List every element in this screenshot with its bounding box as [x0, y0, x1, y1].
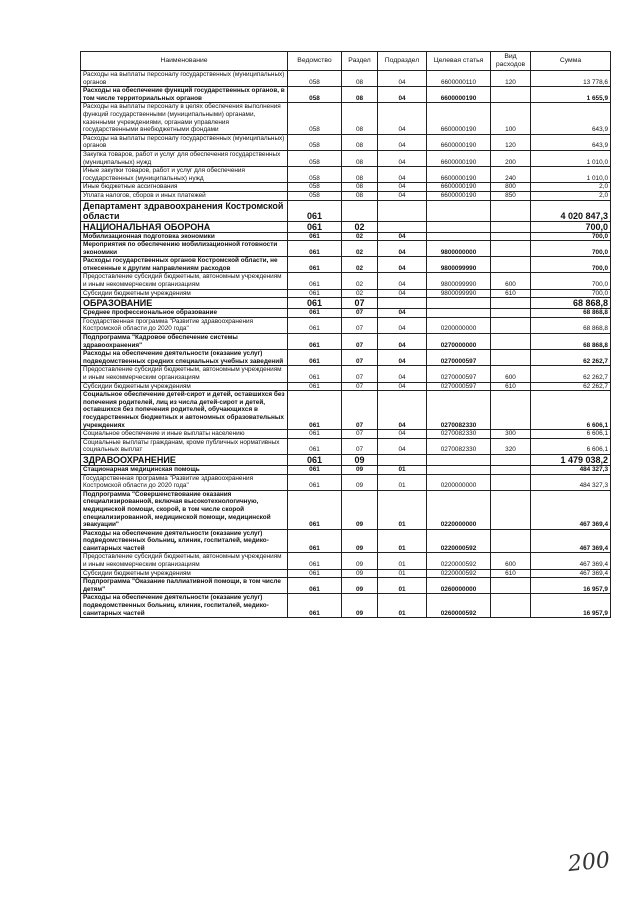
amount-cell: 68 868,8	[531, 309, 611, 318]
expense-type-cell	[491, 317, 531, 333]
department-cell: 058	[288, 87, 342, 103]
amount-cell: 1 010,0	[531, 167, 611, 183]
department-cell: 061	[288, 289, 342, 298]
table-row	[81, 309, 611, 318]
subsection-cell: 04	[378, 309, 427, 318]
department-cell: 061	[288, 594, 342, 618]
name-cell: Подпрограмма "Оказание паллиативной помощи, в том числе детям"	[81, 578, 288, 594]
table-row	[81, 594, 611, 618]
target-article-cell	[427, 309, 491, 318]
table-row	[81, 569, 611, 578]
department-cell: 061	[288, 465, 342, 474]
header-subsection: Подраздел	[378, 52, 427, 71]
target-article-cell	[427, 298, 491, 309]
target-article-cell: 6600000190	[427, 183, 491, 192]
target-article-cell: 6600000190	[427, 191, 491, 200]
subsection-cell	[378, 221, 427, 232]
table-row	[81, 221, 611, 232]
name-cell: Расходы на выплаты персоналу государственных (муниципальных) органов	[81, 134, 288, 150]
section-cell: 07	[342, 317, 378, 333]
table-row	[81, 191, 611, 200]
amount-cell: 68 868,8	[531, 317, 611, 333]
target-article-cell	[427, 454, 491, 465]
name-cell: Стационарная медицинская помощь	[81, 465, 288, 474]
subsection-cell: 04	[378, 241, 427, 257]
target-article-cell: 0260000592	[427, 594, 491, 618]
department-cell: 061	[288, 454, 342, 465]
subsection-cell: 04	[378, 317, 427, 333]
section-cell: 02	[342, 273, 378, 289]
expense-type-cell: 200	[491, 150, 531, 166]
expense-type-cell	[491, 454, 531, 465]
target-article-cell: 0200000000	[427, 474, 491, 490]
department-cell: 061	[288, 553, 342, 569]
target-article-cell: 0270000597	[427, 382, 491, 391]
expense-type-cell	[491, 529, 531, 553]
budget-table	[80, 51, 611, 618]
target-article-cell: 9800000000	[427, 241, 491, 257]
department-cell: 058	[288, 103, 342, 134]
expense-type-cell	[491, 298, 531, 309]
department-cell: 058	[288, 167, 342, 183]
name-cell: Субсидии бюджетным учреждениям	[81, 382, 288, 391]
name-cell: Расходы на обеспечение деятельности (оказание услуг) подведомственных больниц, клиник, госпиталей, медико-санитарных частей	[81, 529, 288, 553]
amount-cell: 62 262,7	[531, 366, 611, 382]
section-cell: 02	[342, 241, 378, 257]
department-cell: 061	[288, 334, 342, 350]
table-row	[81, 430, 611, 439]
section-cell: 09	[342, 529, 378, 553]
table-row	[81, 474, 611, 490]
target-article-cell: 6600000190	[427, 150, 491, 166]
target-article-cell: 0270000597	[427, 366, 491, 382]
subsection-cell: 04	[378, 366, 427, 382]
target-article-cell	[427, 465, 491, 474]
department-cell: 058	[288, 150, 342, 166]
subsection-cell: 04	[378, 134, 427, 150]
target-article-cell	[427, 200, 491, 221]
amount-cell: 6 606,1	[531, 391, 611, 430]
table-row	[81, 334, 611, 350]
table-row	[81, 257, 611, 273]
expense-type-cell	[491, 391, 531, 430]
name-cell: Социальные выплаты гражданам, кроме публичных нормативных социальных выплат	[81, 438, 288, 454]
department-cell: 061	[288, 382, 342, 391]
subsection-cell: 01	[378, 490, 427, 529]
section-cell: 09	[342, 454, 378, 465]
name-cell: Государственная программа "Развитие здравоохранения Костромской области до 2020 года"	[81, 317, 288, 333]
subsection-cell: 04	[378, 167, 427, 183]
subsection-cell: 04	[378, 430, 427, 439]
subsection-cell: 04	[378, 232, 427, 241]
section-cell: 09	[342, 553, 378, 569]
expense-type-cell	[491, 578, 531, 594]
section-cell: 08	[342, 167, 378, 183]
section-cell: 07	[342, 366, 378, 382]
subsection-cell: 04	[378, 334, 427, 350]
amount-cell: 700,0	[531, 273, 611, 289]
table-row	[81, 103, 611, 134]
subsection-cell: 04	[378, 103, 427, 134]
amount-cell: 700,0	[531, 221, 611, 232]
section-cell: 09	[342, 569, 378, 578]
table-row	[81, 438, 611, 454]
expense-type-cell	[491, 465, 531, 474]
department-cell: 061	[288, 232, 342, 241]
department-cell: 061	[288, 490, 342, 529]
department-cell: 061	[288, 221, 342, 232]
name-cell: Предоставление субсидий бюджетным, автономным учреждениям и иным некоммерческим организациям	[81, 366, 288, 382]
target-article-cell: 0270000000	[427, 334, 491, 350]
name-cell: ЗДРАВООХРАНЕНИЕ	[81, 454, 288, 465]
section-cell: 08	[342, 134, 378, 150]
target-article-cell: 0220000592	[427, 553, 491, 569]
name-cell: Уплата налогов, сборов и иных платежей	[81, 191, 288, 200]
target-article-cell: 9800099990	[427, 289, 491, 298]
department-cell: 061	[288, 569, 342, 578]
page-number: 200	[566, 847, 612, 878]
amount-cell: 700,0	[531, 257, 611, 273]
target-article-cell: 0200000000	[427, 317, 491, 333]
target-article-cell: 0270082330	[427, 430, 491, 439]
section-cell: 09	[342, 594, 378, 618]
department-cell: 061	[288, 241, 342, 257]
table-row	[81, 167, 611, 183]
expense-type-cell: 300	[491, 430, 531, 439]
name-cell: Подпрограмма "Кадровое обеспечение системы здравоохранения"	[81, 334, 288, 350]
name-cell: Расходы на обеспечение деятельности (оказание услуг) подведомственных больниц, клиник, госпиталей, медико-санитарных частей	[81, 594, 288, 618]
section-cell: 02	[342, 289, 378, 298]
amount-cell: 6 606,1	[531, 430, 611, 439]
amount-cell: 13 778,6	[531, 71, 611, 87]
table-row	[81, 298, 611, 309]
amount-cell: 467 369,4	[531, 569, 611, 578]
section-cell: 07	[342, 430, 378, 439]
expense-type-cell: 320	[491, 438, 531, 454]
expense-type-cell	[491, 350, 531, 366]
expense-type-cell: 600	[491, 366, 531, 382]
header-department: Ведомство	[288, 52, 342, 71]
amount-cell: 643,9	[531, 103, 611, 134]
amount-cell: 467 369,4	[531, 553, 611, 569]
section-cell: 09	[342, 578, 378, 594]
target-article-cell: 6600000190	[427, 134, 491, 150]
name-cell: Расходы на выплаты персоналу государственных (муниципальных) органов	[81, 71, 288, 87]
expense-type-cell: 600	[491, 273, 531, 289]
table-row	[81, 289, 611, 298]
name-cell: Подпрограмма "Совершенствование оказания специализированной, включая высокотехнологичную, медицинской помощи, скорой, в том числе скорой специализированной, медицинской помощи, медицинской эвакуации"	[81, 490, 288, 529]
target-article-cell: 0270082330	[427, 438, 491, 454]
name-cell: Департамент здравоохранения Костромской области	[81, 200, 288, 221]
name-cell: Субсидии бюджетным учреждениям	[81, 569, 288, 578]
header-amount: Сумма	[531, 52, 611, 71]
department-cell: 061	[288, 438, 342, 454]
header-target-article: Целевая статья	[427, 52, 491, 71]
department-cell: 061	[288, 578, 342, 594]
table-row	[81, 71, 611, 87]
table-row	[81, 232, 611, 241]
section-cell: 07	[342, 382, 378, 391]
amount-cell: 467 369,4	[531, 529, 611, 553]
name-cell: Предоставление субсидий бюджетным, автономным учреждениям и иным некоммерческим организациям	[81, 553, 288, 569]
section-cell: 07	[342, 391, 378, 430]
table-row	[81, 317, 611, 333]
subsection-cell: 04	[378, 350, 427, 366]
expense-type-cell	[491, 232, 531, 241]
department-cell: 061	[288, 257, 342, 273]
subsection-cell	[378, 454, 427, 465]
subsection-cell: 04	[378, 382, 427, 391]
subsection-cell: 04	[378, 391, 427, 430]
subsection-cell: 04	[378, 87, 427, 103]
department-cell: 061	[288, 430, 342, 439]
section-cell: 02	[342, 257, 378, 273]
header-section: Раздел	[342, 52, 378, 71]
expense-type-cell: 610	[491, 289, 531, 298]
table-row	[81, 87, 611, 103]
target-article-cell: 0270000597	[427, 350, 491, 366]
target-article-cell: 0220000000	[427, 490, 491, 529]
subsection-cell: 01	[378, 474, 427, 490]
expense-type-cell	[491, 309, 531, 318]
amount-cell: 484 327,3	[531, 474, 611, 490]
name-cell: Мобилизационная подготовка экономики	[81, 232, 288, 241]
amount-cell: 700,0	[531, 232, 611, 241]
table-row	[81, 273, 611, 289]
expense-type-cell: 100	[491, 103, 531, 134]
table-row	[81, 578, 611, 594]
section-cell: 07	[342, 298, 378, 309]
subsection-cell: 01	[378, 578, 427, 594]
table-row	[81, 553, 611, 569]
name-cell: Иные бюджетные ассигнования	[81, 183, 288, 192]
name-cell: Расходы на обеспечение деятельности (оказание услуг) подведомственных средних специальных учебных заведений	[81, 350, 288, 366]
table-row	[81, 382, 611, 391]
department-cell: 061	[288, 350, 342, 366]
subsection-cell: 01	[378, 594, 427, 618]
table-row	[81, 183, 611, 192]
department-cell: 061	[288, 309, 342, 318]
table-row	[81, 366, 611, 382]
amount-cell: 62 262,7	[531, 350, 611, 366]
amount-cell: 68 868,8	[531, 298, 611, 309]
target-article-cell: 0220000592	[427, 529, 491, 553]
header-row	[81, 52, 611, 71]
department-cell: 061	[288, 474, 342, 490]
target-article-cell: 0220000592	[427, 569, 491, 578]
section-cell: 07	[342, 309, 378, 318]
section-cell: 02	[342, 232, 378, 241]
target-article-cell: 6600000190	[427, 103, 491, 134]
expense-type-cell: 600	[491, 553, 531, 569]
header-expense-type: Вид расходов	[491, 52, 531, 71]
amount-cell: 467 369,4	[531, 490, 611, 529]
subsection-cell: 01	[378, 465, 427, 474]
subsection-cell	[378, 298, 427, 309]
target-article-cell: 6600000110	[427, 71, 491, 87]
amount-cell: 700,0	[531, 289, 611, 298]
section-cell: 09	[342, 490, 378, 529]
amount-cell: 2,0	[531, 183, 611, 192]
expense-type-cell	[491, 257, 531, 273]
expense-type-cell	[491, 200, 531, 221]
expense-type-cell: 800	[491, 183, 531, 192]
department-cell: 061	[288, 529, 342, 553]
amount-cell: 2,0	[531, 191, 611, 200]
expense-type-cell	[491, 221, 531, 232]
target-article-cell: 9800099990	[427, 257, 491, 273]
target-article-cell: 0260000000	[427, 578, 491, 594]
subsection-cell: 04	[378, 438, 427, 454]
section-cell: 09	[342, 474, 378, 490]
amount-cell: 6 606,1	[531, 438, 611, 454]
name-cell: Закупка товаров, работ и услуг для обеспечения государственных (муниципальных) нужд	[81, 150, 288, 166]
expense-type-cell	[491, 474, 531, 490]
expense-type-cell	[491, 241, 531, 257]
name-cell: Социальное обеспечение детей-сирот и детей, оставшихся без попечения родителей, лиц из числа детей-сирот и детей, оставшихся без попечения родителей, обучающихся в государственных бюджетных и автономных образовательных учреждениях	[81, 391, 288, 430]
section-cell	[342, 200, 378, 221]
expense-type-cell	[491, 594, 531, 618]
table-row	[81, 490, 611, 529]
amount-cell: 16 957,9	[531, 594, 611, 618]
table-body	[81, 71, 611, 618]
name-cell: Среднее профессиональное образование	[81, 309, 288, 318]
amount-cell: 1 655,9	[531, 87, 611, 103]
section-cell: 07	[342, 438, 378, 454]
expense-type-cell	[491, 87, 531, 103]
department-cell: 058	[288, 183, 342, 192]
department-cell: 061	[288, 273, 342, 289]
subsection-cell: 04	[378, 273, 427, 289]
name-cell: Предоставление субсидий бюджетным, автономным учреждениям и иным некоммерческим организациям	[81, 273, 288, 289]
department-cell: 058	[288, 71, 342, 87]
department-cell: 061	[288, 200, 342, 221]
amount-cell: 62 262,7	[531, 382, 611, 391]
table-row	[81, 454, 611, 465]
department-cell: 058	[288, 191, 342, 200]
amount-cell: 643,9	[531, 134, 611, 150]
section-cell: 07	[342, 334, 378, 350]
name-cell: Мероприятия по обеспечению мобилизационной готовности экономики	[81, 241, 288, 257]
section-cell: 07	[342, 350, 378, 366]
expense-type-cell: 240	[491, 167, 531, 183]
table-row	[81, 350, 611, 366]
target-article-cell	[427, 232, 491, 241]
amount-cell: 4 020 847,3	[531, 200, 611, 221]
amount-cell: 1 479 038,2	[531, 454, 611, 465]
table-row	[81, 134, 611, 150]
amount-cell: 68 868,8	[531, 334, 611, 350]
department-cell: 061	[288, 366, 342, 382]
name-cell: Государственная программа "Развитие здравоохранения Костромской области до 2020 года"	[81, 474, 288, 490]
section-cell: 08	[342, 87, 378, 103]
name-cell: Иные закупки товаров, работ и услуг для обеспечения государственных (муниципальных) нужд	[81, 167, 288, 183]
subsection-cell: 04	[378, 257, 427, 273]
subsection-cell: 04	[378, 183, 427, 192]
expense-type-cell: 120	[491, 71, 531, 87]
section-cell: 08	[342, 183, 378, 192]
expense-type-cell: 850	[491, 191, 531, 200]
subsection-cell: 04	[378, 289, 427, 298]
expense-type-cell	[491, 490, 531, 529]
amount-cell: 700,0	[531, 241, 611, 257]
subsection-cell: 04	[378, 191, 427, 200]
subsection-cell: 01	[378, 529, 427, 553]
expense-type-cell	[491, 334, 531, 350]
subsection-cell: 01	[378, 569, 427, 578]
amount-cell: 16 957,9	[531, 578, 611, 594]
target-article-cell: 0270082330	[427, 391, 491, 430]
name-cell: Расходы на обеспечение функций государственных органов, в том числе территориальных органов	[81, 87, 288, 103]
amount-cell: 1 010,0	[531, 150, 611, 166]
target-article-cell: 6600000190	[427, 167, 491, 183]
section-cell: 02	[342, 221, 378, 232]
name-cell: ОБРАЗОВАНИЕ	[81, 298, 288, 309]
section-cell: 08	[342, 71, 378, 87]
section-cell: 09	[342, 465, 378, 474]
subsection-cell: 01	[378, 553, 427, 569]
expense-type-cell: 610	[491, 569, 531, 578]
section-cell: 08	[342, 191, 378, 200]
section-cell: 08	[342, 150, 378, 166]
expense-type-cell: 120	[491, 134, 531, 150]
department-cell: 058	[288, 134, 342, 150]
name-cell: Расходы на выплаты персоналу в целях обеспечения выполнения функций государственными (муниципальными) органами, казенными учреждениями, органами управления государственными внебюджетными фондами	[81, 103, 288, 134]
table-row	[81, 241, 611, 257]
section-cell: 08	[342, 103, 378, 134]
department-cell: 061	[288, 317, 342, 333]
subsection-cell: 04	[378, 150, 427, 166]
table-row	[81, 391, 611, 430]
target-article-cell: 9800099990	[427, 273, 491, 289]
subsection-cell	[378, 200, 427, 221]
expense-type-cell: 610	[491, 382, 531, 391]
department-cell: 061	[288, 391, 342, 430]
table-row	[81, 529, 611, 553]
table-row	[81, 465, 611, 474]
name-cell: Расходы государственных органов Костромской области, не отнесенные к другим направлениям расходов	[81, 257, 288, 273]
amount-cell: 484 327,3	[531, 465, 611, 474]
table-row	[81, 150, 611, 166]
name-cell: Субсидии бюджетным учреждениям	[81, 289, 288, 298]
subsection-cell: 04	[378, 71, 427, 87]
name-cell: НАЦИОНАЛЬНАЯ ОБОРОНА	[81, 221, 288, 232]
table-row	[81, 200, 611, 221]
target-article-cell	[427, 221, 491, 232]
name-cell: Социальное обеспечение и иные выплаты населению	[81, 430, 288, 439]
target-article-cell: 6600000190	[427, 87, 491, 103]
department-cell: 061	[288, 298, 342, 309]
header-name: Наименование	[81, 52, 288, 71]
